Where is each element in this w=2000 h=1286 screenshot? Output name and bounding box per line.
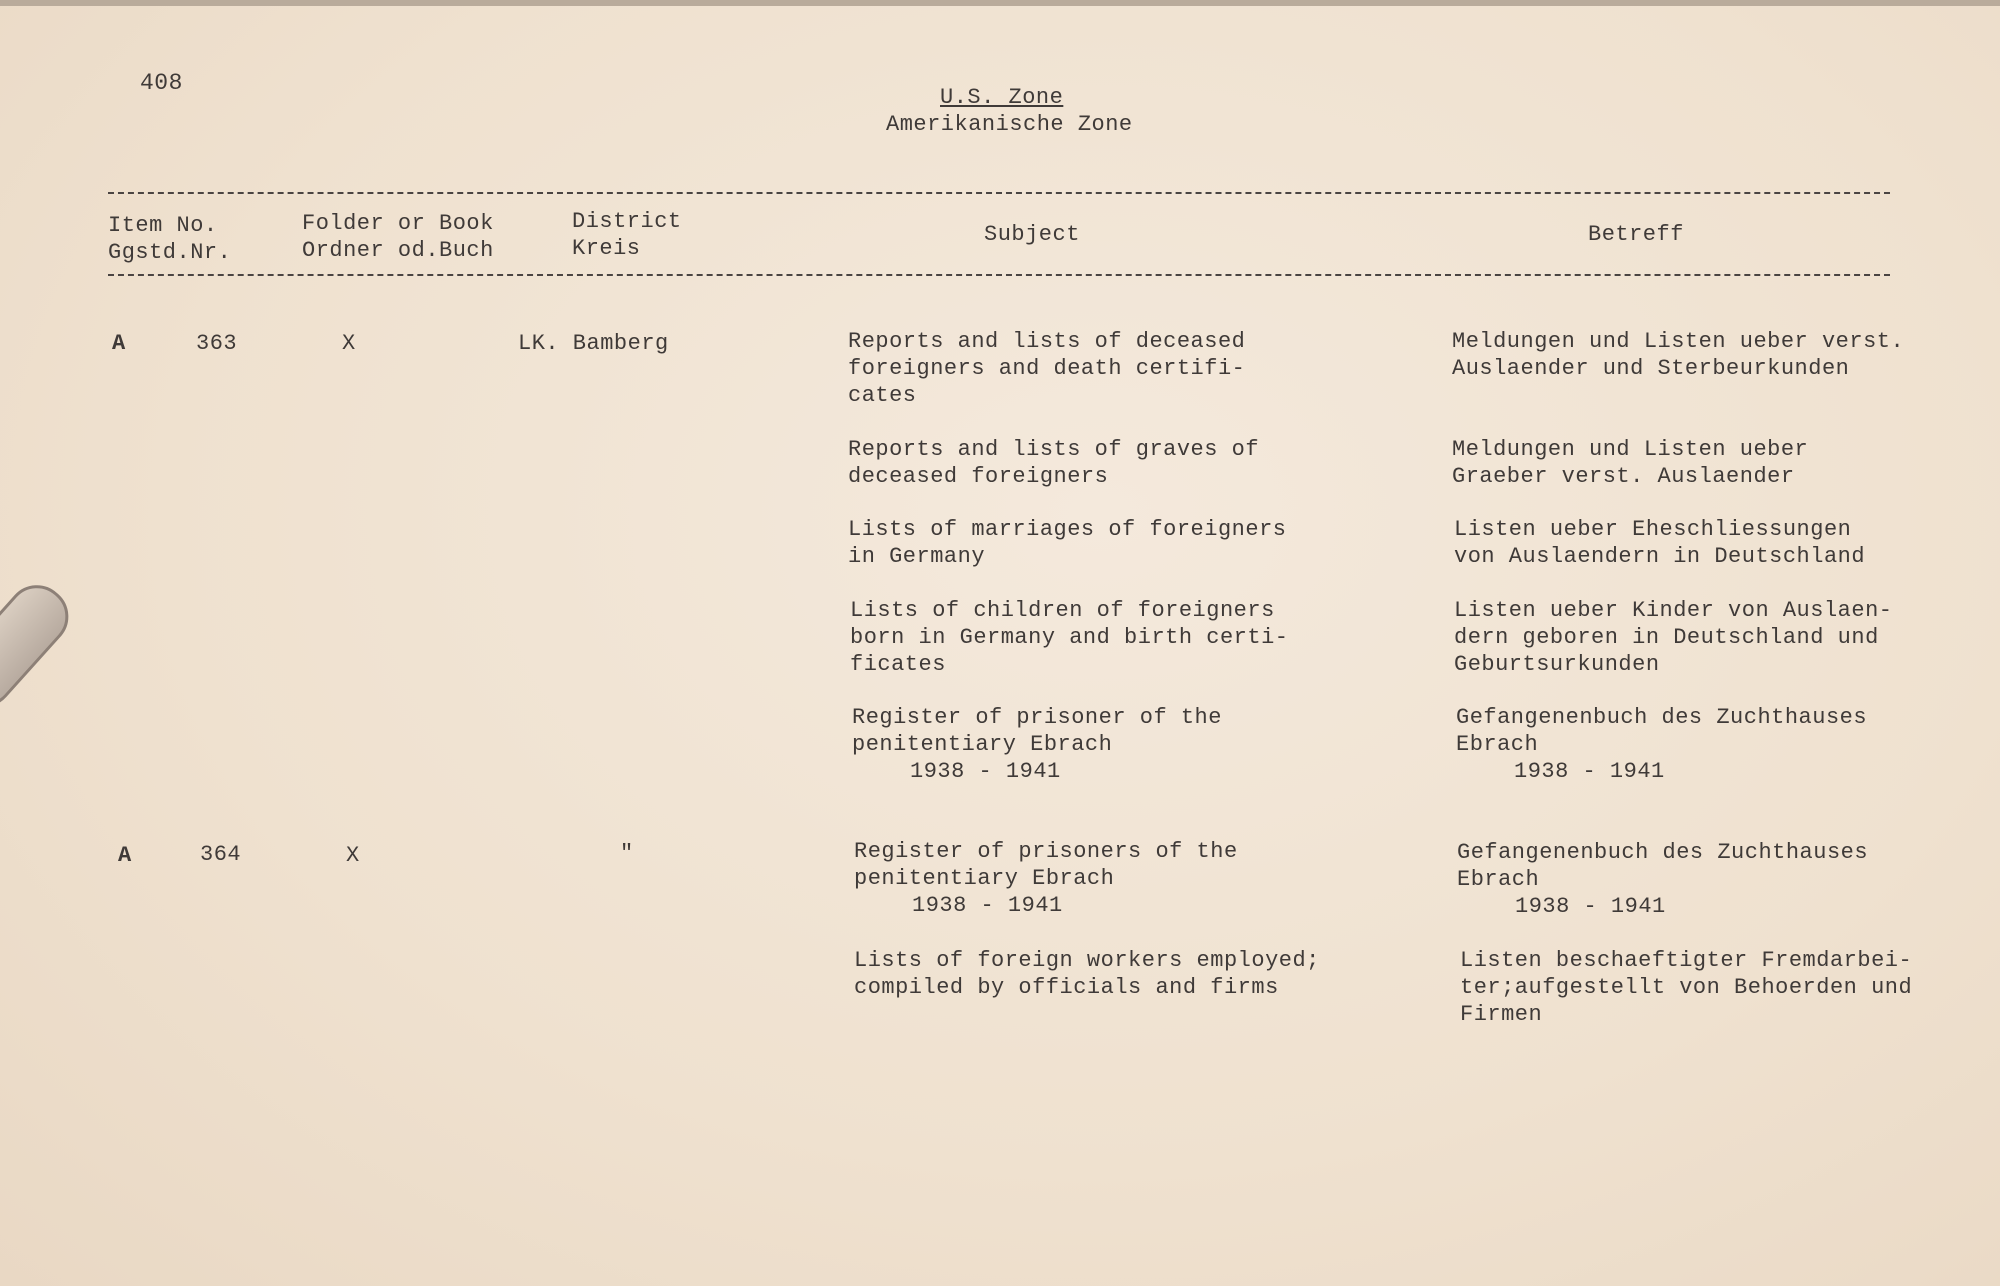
entry-district: LK. Bamberg (518, 331, 669, 356)
subject-body: Register of prisoners of the penitentiary Ebrach (854, 839, 1238, 891)
subject-years: 1938 - 1941 (910, 759, 1061, 784)
betreff-text (1456, 704, 1867, 785)
betreff-body: Gefangenenbuch des Zuchthauses Ebrach (1457, 840, 1869, 892)
header-betreff: Betreff (1588, 222, 1684, 247)
header-subject: Subject (984, 222, 1080, 247)
betreff-text: Listen ueber Eheschliessungen von Auslaendern in Deutschland (1454, 517, 1866, 569)
entry-number: 364 (200, 842, 242, 867)
zone-subtitle: Amerikanische Zone (886, 112, 1133, 137)
header-rule-top (108, 192, 1890, 194)
betreff-text: Meldungen und Listen ueber verst. Auslaender und Sterbeurkunden (1452, 329, 1905, 381)
subject-text: Reports and lists of graves of deceased foreigners (848, 437, 1260, 489)
entry-item-letter: A (112, 331, 126, 356)
entry-number: 363 (196, 331, 238, 356)
binder-tab (0, 573, 81, 719)
subject-text: Lists of children of foreigners born in Germany and birth certi- ficates (850, 598, 1289, 677)
subject-text (852, 704, 1222, 785)
entry-folder-mark: X (342, 331, 356, 356)
entry-district-ditto: " (620, 841, 634, 866)
subject-years: 1938 - 1941 (912, 893, 1063, 918)
betreff-text: Listen beschaeftigter Fremdarbei- ter;aufgestellt von Behoerden und Firmen (1460, 948, 1913, 1027)
betreff-years: 1938 - 1941 (1514, 759, 1665, 784)
betreff-text (1457, 839, 1868, 920)
betreff-text: Listen ueber Kinder von Auslaen- dern geboren in Deutschland und Geburtsurkunden (1454, 598, 1893, 677)
zone-title: U.S. Zone (940, 85, 1064, 110)
subject-body: Register of prisoner of the penitentiary Ebrach (852, 705, 1222, 757)
header-folder-book: Folder or Book Ordner od.Buch (302, 211, 494, 263)
page-top-edge (0, 0, 2000, 6)
header-item-no: Item No. Ggstd.Nr. (108, 213, 232, 265)
subject-text (854, 838, 1238, 919)
betreff-body: Gefangenenbuch des Zuchthauses Ebrach (1456, 705, 1868, 757)
page-number: 408 (140, 70, 183, 96)
header-district: District Kreis (572, 209, 682, 261)
header-rule-bottom (108, 274, 1890, 276)
subject-text: Lists of marriages of foreigners in Germany (848, 517, 1287, 569)
subject-text: Lists of foreign workers employed; compiled by officials and firms (854, 948, 1320, 1000)
subject-text: Reports and lists of deceased foreigners and death certifi- cates (848, 329, 1246, 408)
betreff-years: 1938 - 1941 (1515, 894, 1666, 919)
entry-item-letter: A (118, 843, 132, 868)
entry-folder-mark: X (346, 843, 360, 868)
betreff-text: Meldungen und Listen ueber Graeber verst. Auslaender (1452, 437, 1809, 489)
